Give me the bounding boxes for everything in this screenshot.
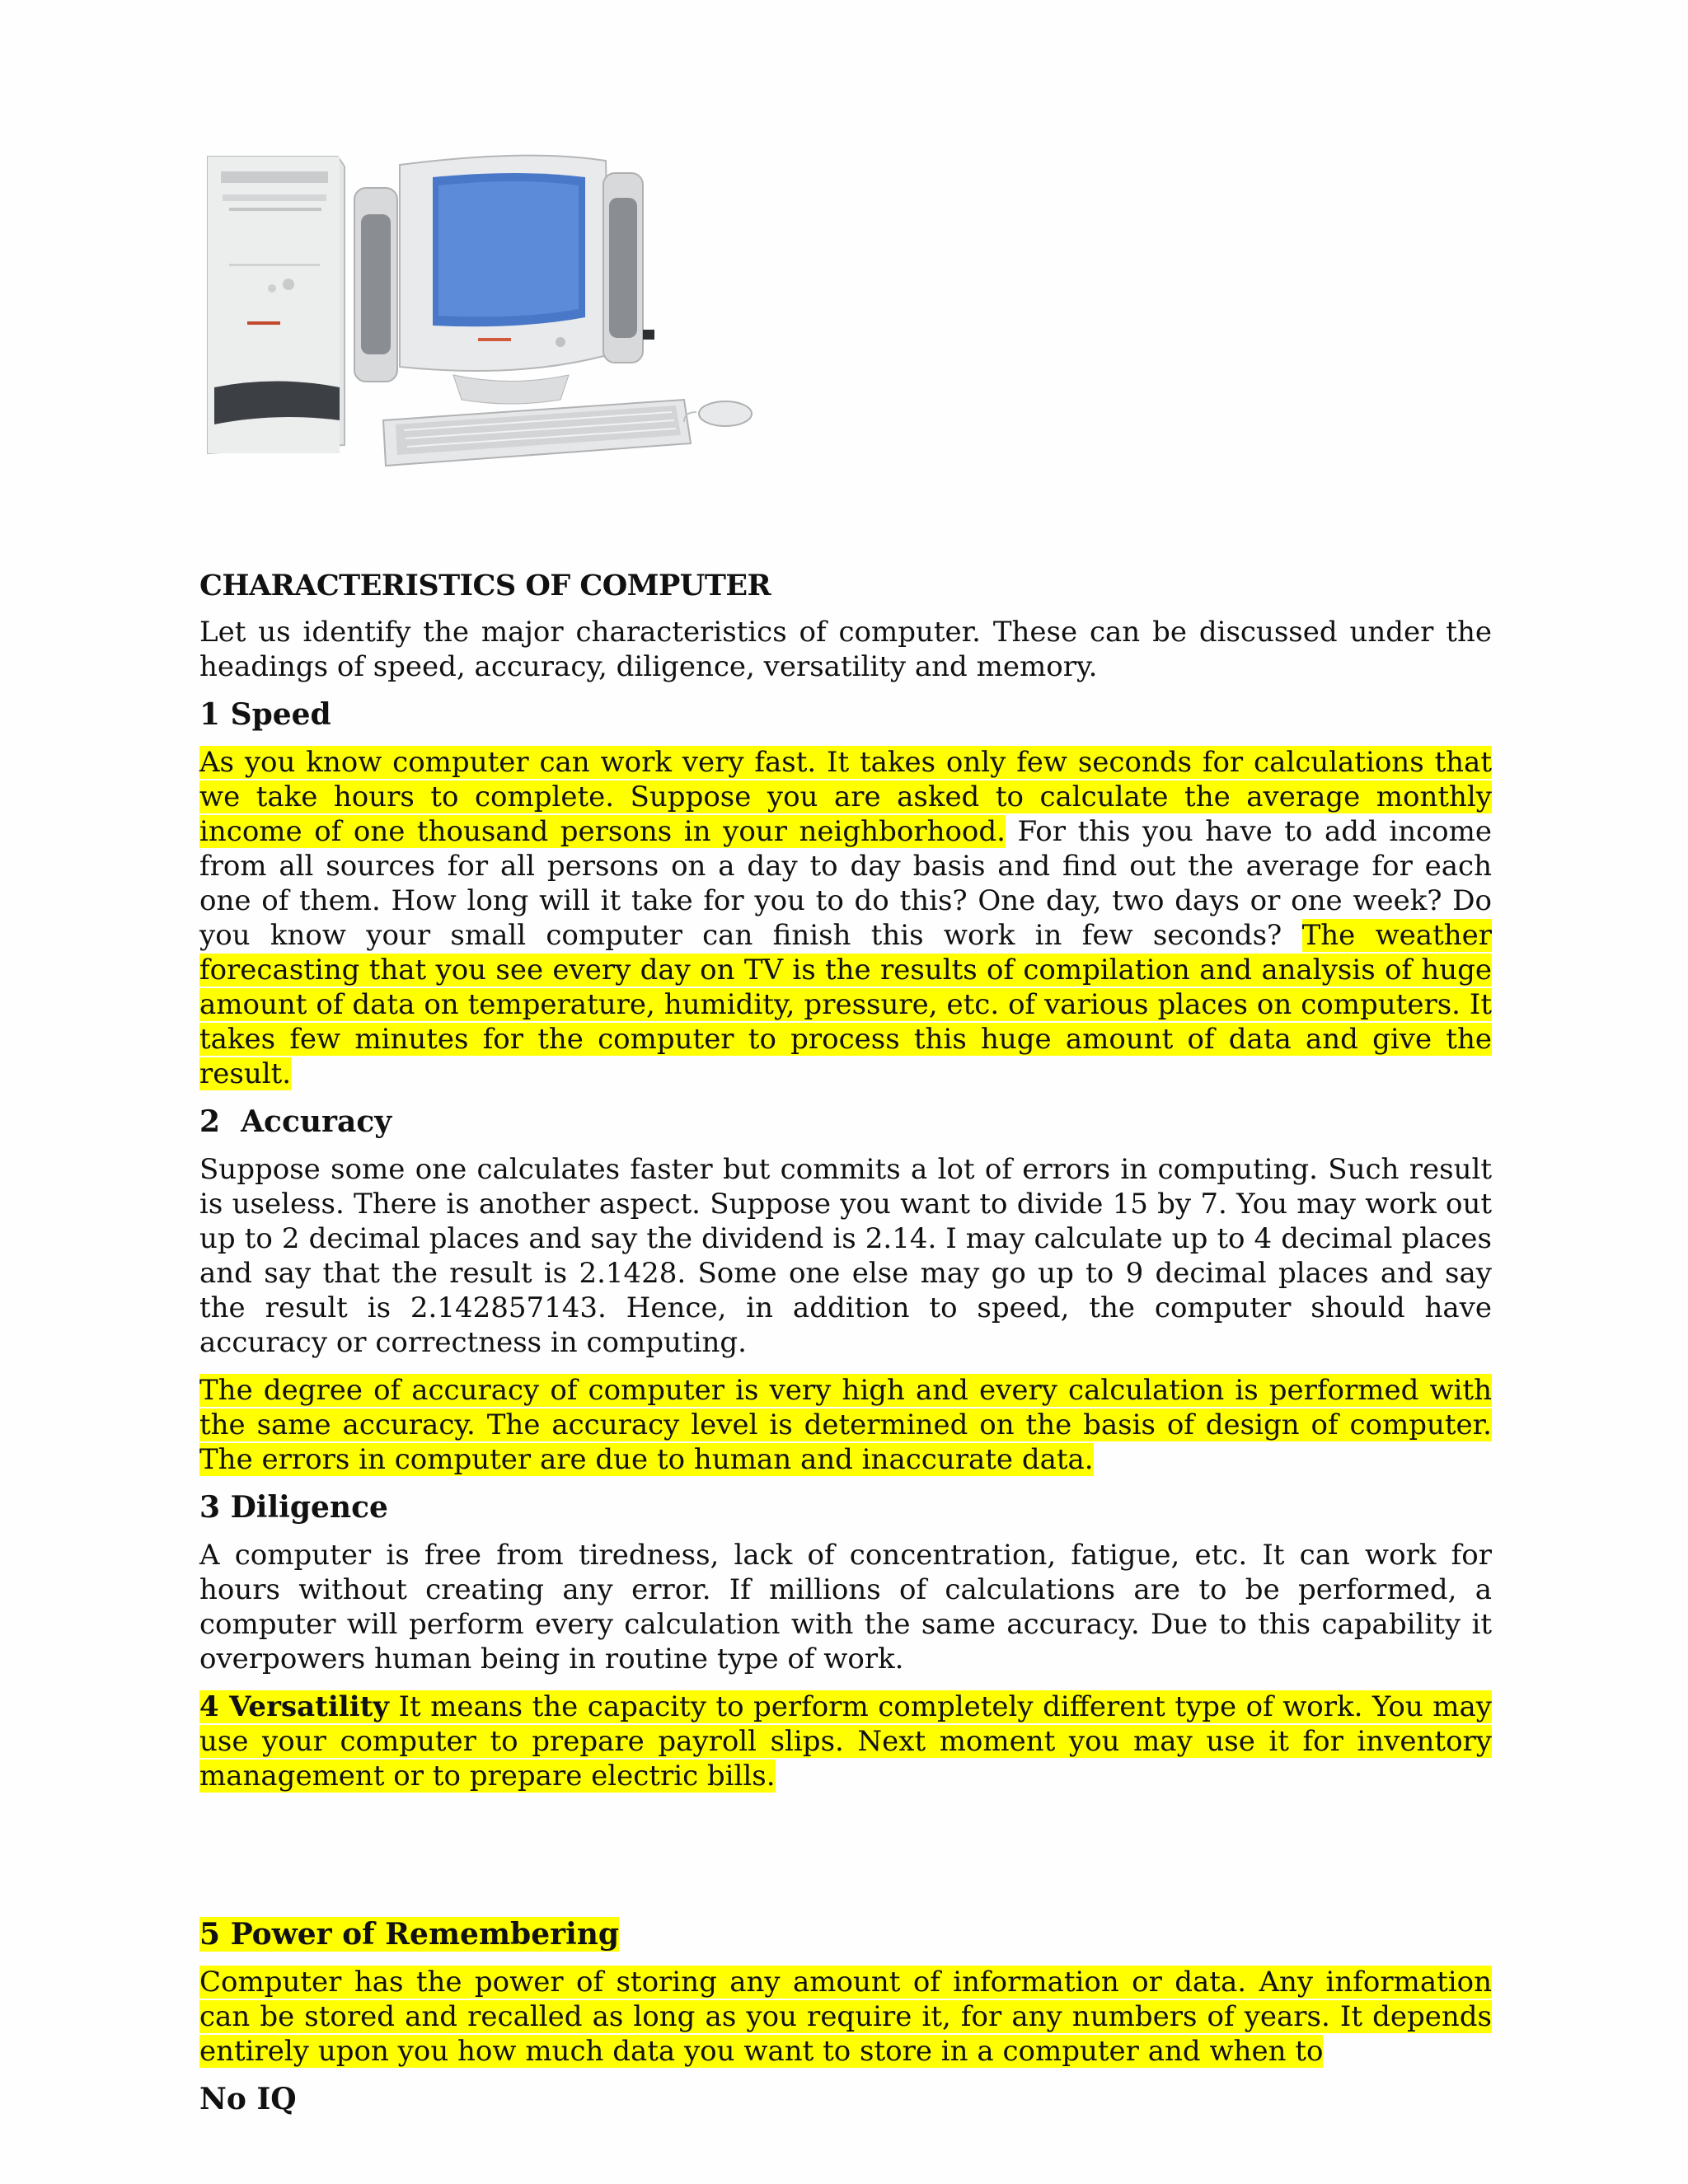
- desktop-computer-illustration: [198, 140, 775, 552]
- keyboard: [383, 400, 691, 466]
- accuracy-heading: 2 Accuracy: [199, 1104, 392, 1139]
- speed-heading: 1 Speed: [199, 697, 331, 732]
- accuracy-paragraph-2: [199, 1373, 1492, 1477]
- remembering-highlight: Computer has the power of storing any amount of information or data. Any information can be stored and recalled as long as you require it, for any numbers of years. It depends entirely upon you how much data you want to store in a computer and when to: [199, 1966, 1492, 2068]
- remembering-paragraph: [199, 1965, 1492, 2069]
- speed-text: For this you have to add income from all sources for all persons on a day to day basis and find out the average for each one of them. How long will it take for you to do this? One day, two days or one week? Do you know your small computer can finish this work in few seconds?: [199, 815, 1492, 952]
- accuracy-highlight: The degree of accuracy of computer is very high and every calculation is performed with the same accuracy. The accuracy level is determined on the basis of design of computer. The errors in computer are due to human and inaccurate data.: [199, 1374, 1492, 1476]
- right-speaker: [603, 173, 654, 363]
- left-speaker: [354, 188, 397, 382]
- monitor: [400, 156, 610, 404]
- versatility-paragraph: [199, 1690, 1492, 1793]
- tower-case: [208, 157, 345, 453]
- versatility-text: It means the capacity to perform completely different type of work. You may use your computer to prepare payroll slips. Next moment you may use it for inventory management or to prepare electric bills.: [199, 1690, 1492, 1793]
- remembering-heading-text: 5 Power of Remembering: [199, 1917, 620, 1952]
- speed-highlight-1: As you know computer can work very fast. It takes only few seconds for calculations that we take hours to complete. Suppose you are asked to calculate the average monthly income of one thousand persons in your neighborhood.: [199, 746, 1492, 848]
- diligence-heading: 3 Diligence: [199, 1490, 388, 1525]
- speed-paragraph: [199, 745, 1492, 1091]
- diligence-paragraph: A computer is free from tiredness, lack of concentration, fatigue, etc. It can work for hours without creating any error. If millions of calculations are to be performed, a computer will perform every calculation with the same accuracy. Due to this capability it overpowers human being in routine type of work.: [199, 1539, 1492, 1675]
- page-title: CHARACTERISTICS OF COMPUTER: [199, 569, 771, 602]
- mouse: [684, 401, 752, 426]
- spacer: [199, 1807, 1492, 1905]
- accuracy-paragraph-1: Suppose some one calculates faster but commits a lot of errors in computing. Such result is useless. There is another aspect. Suppose you want to divide 15 by 7. You may work out up to 2 decimal places and say the dividend is 2.14. I may calculate up to 4 decimal places and say that the result is 2.1428. Some one else may go up to 9 decimal places and say the result is 2.142857143. Hence, in addition to speed, the computer should have accuracy or correctness in computing.: [199, 1153, 1492, 1359]
- no-iq-heading: No IQ: [199, 2082, 297, 2116]
- remembering-heading: [199, 1917, 1492, 1952]
- versatility-highlight: [199, 1690, 1492, 1793]
- speed-highlight-2: The weather forecasting that you see every day on TV is the results of compilation and analysis of huge amount of data on temperature, humidity, pressure, etc. of various places on computers. It takes few minutes for the computer to process this huge amount of data and give the result.: [199, 919, 1493, 1090]
- versatility-heading: 4 Versatility: [199, 1690, 390, 1723]
- document-body: [199, 569, 1492, 2130]
- intro-paragraph: Let us identify the major characteristics of computer. These can be discussed under the headings of speed, accuracy, diligence, versatility and memory.: [199, 616, 1492, 683]
